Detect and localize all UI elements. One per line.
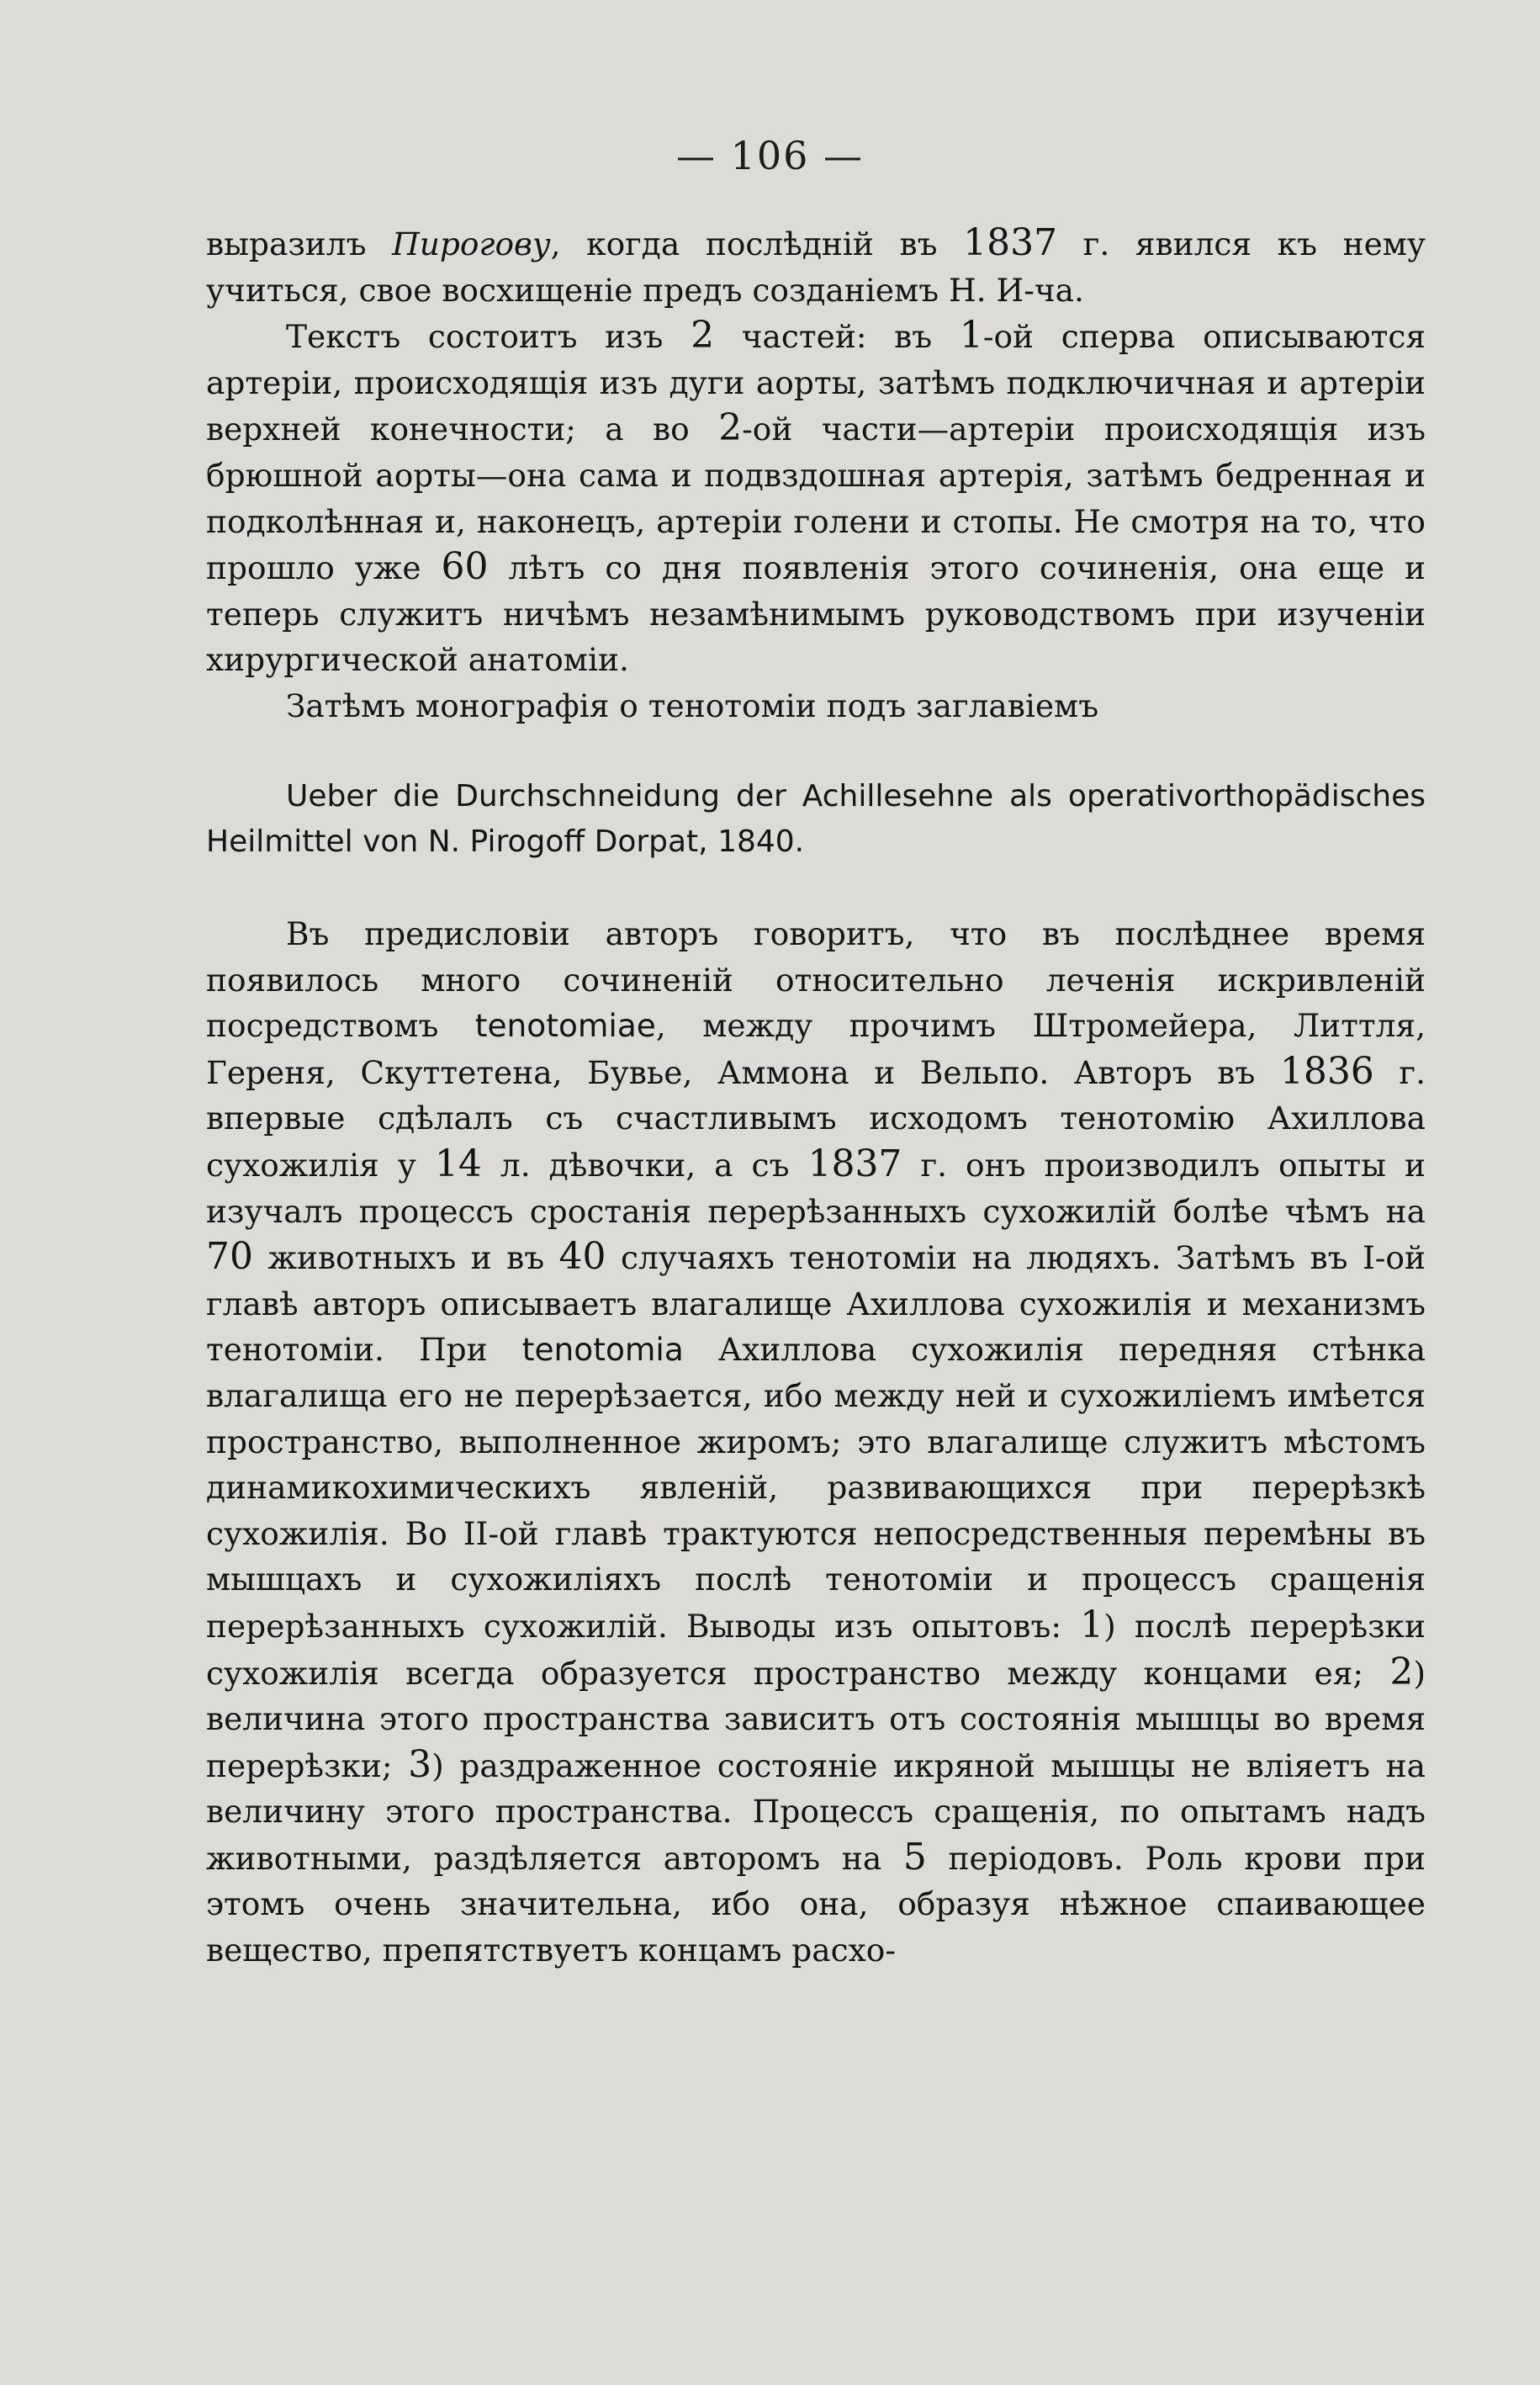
text-run: г. онъ производилъ опыты и изучалъ процессъ сростанія перерѣзанныхъ сухожилій болѣе чѣмъ на xyxy=(206,1146,1426,1230)
text-run: 1837 xyxy=(963,221,1058,264)
text-run: лѣтъ со дня появленія этого сочиненія, она еще и теперь служитъ ничѣмъ незамѣнимымъ руководствомъ при изученіи хирургической анатоміи. xyxy=(206,549,1426,679)
text-run: 1 xyxy=(1080,1603,1104,1646)
text-run: ) послѣ перерѣзки сухожилія всегда образуется пространство между концами ея; xyxy=(206,1607,1426,1692)
text-run: ) величина этого пространства зависитъ отъ состоянія мышцы во время перерѣзки; xyxy=(206,1654,1426,1784)
text-run: 60 xyxy=(441,545,489,589)
book-title-block xyxy=(206,774,1426,865)
text-run: ) раздраженное состояніе икряной мышцы не вліяетъ на величину этого пространства. Процессъ сращенія, по опытамъ надъ животными, раздѣляется авторомъ на xyxy=(206,1746,1426,1877)
text-run: животныхъ и въ xyxy=(253,1239,559,1277)
text-run: Въ предисловіи авторъ говоритъ, что въ послѣднее время появилось много сочиненій относительно леченія искривленій посредствомъ xyxy=(206,915,1426,1045)
text-run: 14 xyxy=(434,1142,482,1185)
paragraph-2 xyxy=(206,313,1426,683)
text-run: Затѣмъ монографія о тенотоміи подъ заглавіемъ xyxy=(286,686,1099,724)
text-run: tenotomia xyxy=(521,1331,684,1369)
text-run: 70 xyxy=(206,1235,253,1279)
text-run: 2 xyxy=(691,314,715,358)
text-run: , когда послѣдній въ xyxy=(550,225,964,262)
text-run: 2 xyxy=(1389,1650,1414,1693)
text-run: выразилъ xyxy=(206,225,393,262)
text-run: л. дѣвочки, а съ xyxy=(481,1146,808,1184)
text-block-top xyxy=(206,220,1426,729)
text-run: , между прочимъ Штромейера, Литтля, Гереня, Скуттетена, Бувье, Аммона и Вельпо. Авторъ въ xyxy=(206,1007,1426,1091)
text-run: случаяхъ тенотоміи на людяхъ. Затѣмъ въ I-ой главѣ авторъ описываетъ влагалище Ахиллова сухожилія и механизмъ тенотоміи. При xyxy=(206,1239,1426,1369)
paragraph-3 xyxy=(206,683,1426,729)
paragraph-1 xyxy=(206,220,1426,313)
text-run: 2 xyxy=(718,406,743,450)
text-run: Ахиллова сухожилія передняя стѣнка влагалища его не перерѣзается, ибо между ней и сухожиліемъ имѣется пространство, выполненное жиромъ; это влагалище служитъ мѣстомъ динамикохимическихъ явленій, развивающихся при перерѣзкѣ сухожилія. Во II-ой главѣ трактуются непосредственныя перемѣны въ мышцахъ и сухожиліяхъ послѣ тенотоміи и процессъ сращенія перерѣзанныхъ сухожилій. Выводы изъ опытовъ: xyxy=(206,1331,1426,1645)
book-title: Ueber die Durchschneidung der Achillesehne als operativorthopädisches Heilmittel von N. Pirogoff Dorpat, 1840. xyxy=(206,779,1426,859)
text-block-bottom xyxy=(206,911,1426,1974)
text-run: 1837 xyxy=(807,1142,902,1185)
text-run: 5 xyxy=(902,1835,927,1879)
text-run: Текстъ состоитъ изъ xyxy=(286,318,691,356)
text-run: -ой сперва описываются артеріи, происходящія изъ дуги аорты, затѣмъ подключичная и артеріи верхней конечности; а во xyxy=(206,318,1426,448)
text-run: 1 xyxy=(959,314,983,358)
text-run: 40 xyxy=(558,1235,606,1279)
text-run: періодовъ. Роль крови при этомъ очень значительна, ибо она, образуя нѣжное спаивающее вещество, препятствуетъ концамъ расхо- xyxy=(206,1839,1426,1969)
text-run: 1836 xyxy=(1279,1049,1374,1093)
text-run: частей: въ xyxy=(714,318,960,356)
text-run: г. явился къ нему учиться, свое восхищеніе предъ созданіемъ Н. И-ча. xyxy=(206,225,1426,309)
text-run: -ой части—артеріи происходящія изъ брюшной аорты—она сама и подвздошная артерія, затѣмъ бедренная и подколѣнная и, наконецъ, артеріи голени и стопы. Не смотря на то, что прошло уже xyxy=(206,411,1426,587)
paragraph-4 xyxy=(206,911,1426,1974)
text-run: 3 xyxy=(408,1742,432,1786)
text-run: г. впервые сдѣлалъ съ счастливымъ исходомъ тенотомію Ахиллова сухожилія у xyxy=(206,1053,1426,1184)
text-run: tenotomiae xyxy=(474,1007,656,1045)
page-number: — 106 — xyxy=(675,133,865,178)
text-run: Пирогову xyxy=(392,225,551,262)
